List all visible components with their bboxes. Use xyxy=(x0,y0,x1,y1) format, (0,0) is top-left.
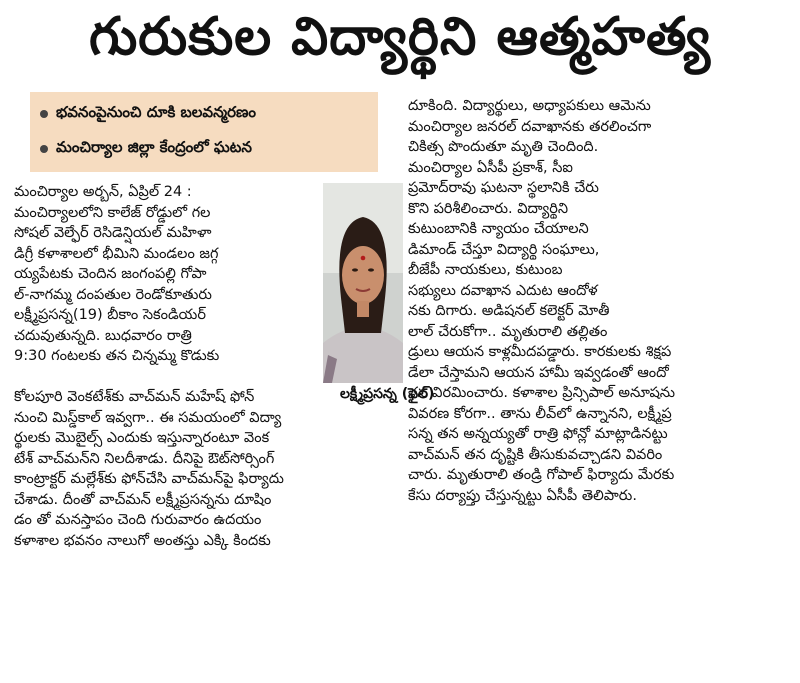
article-line: కుటుంబానికి న్యాయం చేయాలని xyxy=(408,221,589,237)
article-line: చదువుతున్నది. బుధవారం రాత్రి xyxy=(14,327,192,344)
article-line: కేసు దర్యాప్తు చేస్తున్నట్టు ఏసీపీ తెలిపారు. xyxy=(408,487,637,504)
photo-caption: లక్ష్మీప్రసన్న (ఫైల్) xyxy=(340,386,435,402)
article-line: బీజేపీ నాయకులు, కుటుంబ xyxy=(408,262,563,278)
subhead-text: మంచిర్యాల జిల్లా కేంద్రంలో ఘటన xyxy=(56,138,252,156)
subhead-text: భవనంపైనుంచి దూకి బలవన్మరణం xyxy=(56,103,257,121)
headline: గురుకుల విద్యార్థిని ఆత్మహత్య xyxy=(88,6,712,67)
article-line: సన్న తన అన్నయ్యతో రాత్రి ఫోన్లో మాట్లాడినట్టు xyxy=(408,426,668,442)
article-line: నకు దిగారు. అడిషనల్ కలెక్టర్ మోతీ xyxy=(408,303,610,319)
article-line: లక్ష్మీప్రసన్న(19) బీకాం సెకండియర్ xyxy=(14,307,206,323)
article-line: డ్రులు ఆయన కాళ్లమీదపడ్డారు. కారకులకు శిక్షప xyxy=(408,344,672,360)
article-line: నుంచి మిస్డ్‌కాల్ ఇవ్వగా.. ఈ సమయంలో విద్యా xyxy=(14,409,282,426)
article-line: య్యపేటకు చెందిన జంగంపల్లి గోపా xyxy=(14,266,207,282)
article-line: కొని పరిశీలించారు. విద్యార్థిని xyxy=(408,200,569,217)
article-line: లాల్ చేరుకోగా.. మృతురాలి తల్లితం xyxy=(408,323,608,340)
article-column-right xyxy=(408,96,793,506)
article-line: మంచిర్యాలలోని కాలేజ్ రోడ్డులో గల xyxy=(14,204,211,221)
article-line: కోలపూరి వెంకటేశ్‌కు వాచ్‌మన్ మహేష్ ఫోన్ xyxy=(14,389,255,405)
article-line: మంచిర్యాల అర్బన్, ఏప్రిల్ 24 : xyxy=(14,184,192,200)
article-line: ర్థులకు మొబైల్స్ ఎందుకు ఇస్తున్నారంటూ వెంక xyxy=(14,430,270,446)
article-line: కాంట్రాక్టర్ మల్లేశ్‌కు ఫోన్‌చేసి వాచ్‌మన్‌పై ఫిర్యాదు xyxy=(14,471,284,487)
article-line: చికిత్స పొందుతూ మృతి చెందింది. xyxy=(408,139,599,155)
article-line: దూకింది. విద్యార్థులు, అధ్యాపకులు ఆమెను xyxy=(408,98,651,114)
article-line: మంచిర్యాల జనరల్ దవాఖానకు తరలించగా xyxy=(408,118,652,135)
article-line: డం తో మనస్తాపం చెంది గురువారం ఉదయం xyxy=(14,512,262,528)
subhead-item xyxy=(40,138,252,160)
subhead-item xyxy=(40,103,256,125)
article-column-left-bottom xyxy=(14,387,399,551)
article-line: కళాశాల భవనం నాలుగో అంతస్తు ఎక్కి కిందకు xyxy=(14,532,271,549)
portrait-illustration xyxy=(323,183,403,383)
article-line: వాచ్‌మన్ తన దృష్టికి తీసుకువచ్చాడని వివరిం xyxy=(408,446,663,463)
article-line: వివరణ కోరగా.. తాను లీవ్‌లో ఉన్నానని, లక్ష్మీప్ర xyxy=(408,405,672,422)
subhead-box xyxy=(30,92,378,172)
article-line: డేలా చేస్తామని ఆయన హామీ ఇవ్వడంతో ఆందో xyxy=(408,364,669,381)
article-line: చారు. మృతురాలి తండ్రి గోపాల్ ఫిర్యాదు మేరకు xyxy=(408,467,675,483)
article-line: సభ్యులు దవాఖాన ఎదుట ఆందోళ xyxy=(408,282,598,299)
bullet-icon xyxy=(40,145,48,153)
article-line: చేశాడు. దీంతో వాచ్‌మన్ లక్ష్మీప్రసన్నను దూషిం xyxy=(14,491,272,508)
article-line: ప్రమోద్‌రావు ఘటనా స్థలానికి చేరు xyxy=(408,180,599,196)
article-line: సోషల్ వెల్ఫేర్ రెసిడెన్షియల్ మహిళా xyxy=(14,225,212,241)
student-photo xyxy=(323,183,403,383)
bullet-icon xyxy=(40,110,48,118)
article-line: ళన విరమించారు. కళాశాల ప్రిన్సిపాల్ అనూషను xyxy=(408,385,675,401)
article-line: డిమాండ్ చేస్తూ విద్యార్థి సంఘాలు, xyxy=(408,241,600,258)
article-line: డిగ్రీ కళాశాలలో భీమిని మండలం జగ్గ xyxy=(14,245,219,262)
article-column-left-top xyxy=(14,182,314,367)
article-line: 9:30 గంటలకు తన చిన్నమ్మ కొడుకు xyxy=(14,348,220,364)
article-line: ల్-నాగమ్మ దంపతుల రెండోకూతురు xyxy=(14,286,212,303)
article-line: టేశ్ వాచ్‌మన్‌ని నిలదీశాడు. దీనిపై ఔట్‌సోర్సింగ్ xyxy=(14,450,275,467)
article-line: మంచిర్యాల ఏసీపీ ప్రకాశ్, సీఐ xyxy=(408,159,573,176)
